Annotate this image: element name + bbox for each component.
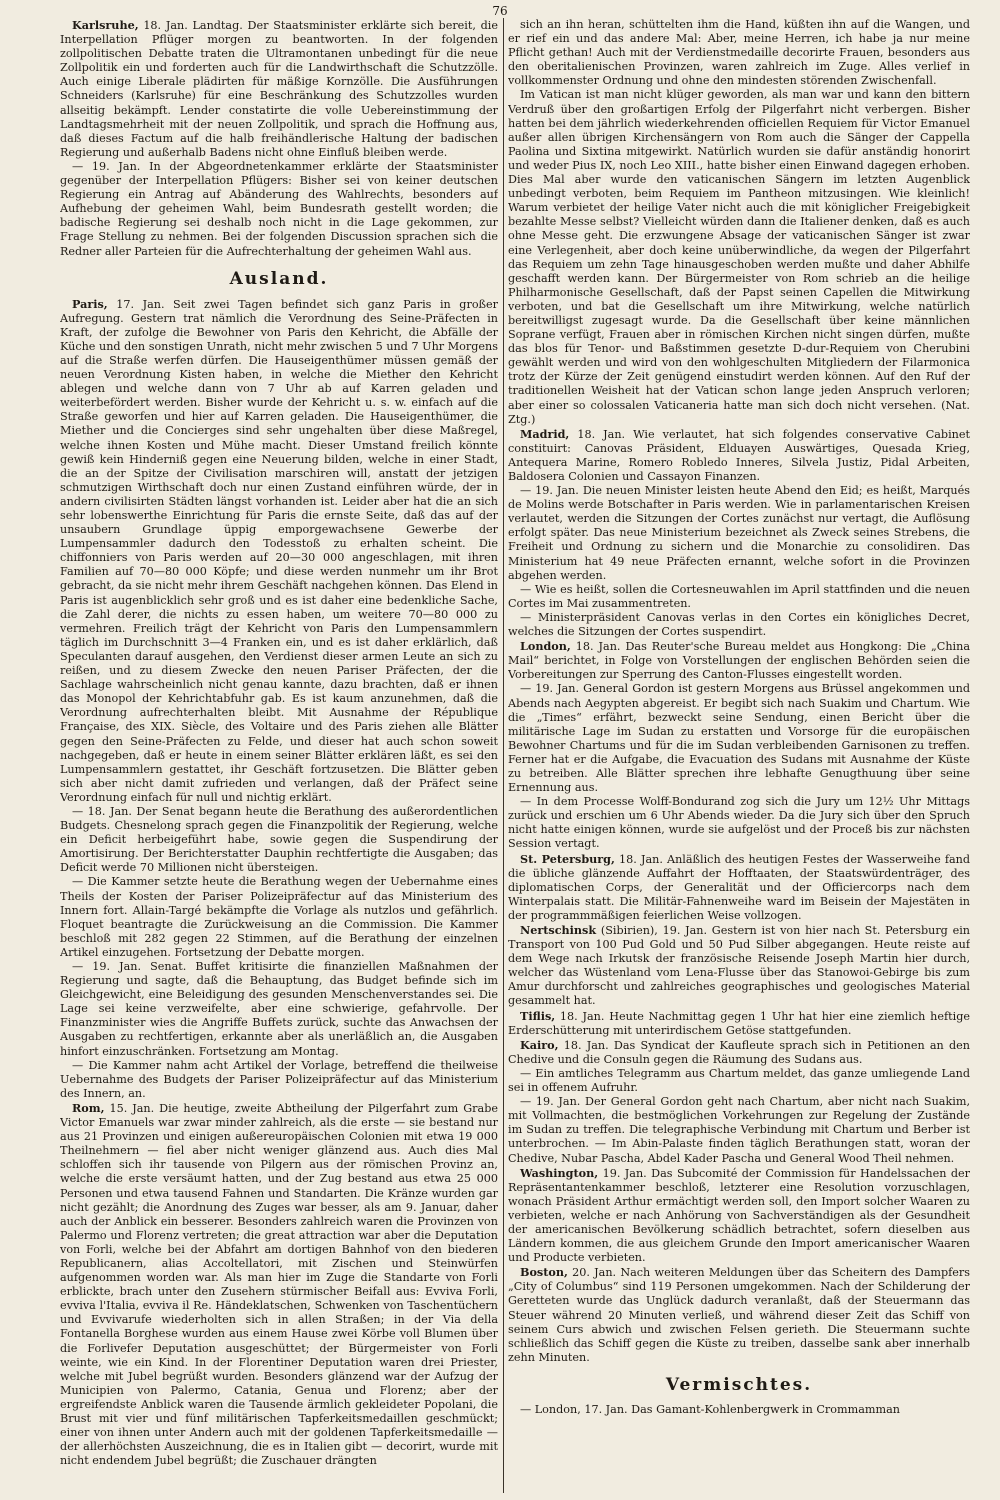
paragraph-text: — In dem Processe Wolff-Bondurand zog sich die Jury um 12½ Uhr Mittags zurück und erschien um 6 Uhr Abends wieder. Da die Jury sich über den Spruch nicht hatte einigen können, wurde sie aufgelöst und der Proceß bis zur nächsten Session vertagt. (508, 795, 970, 851)
paragraph-text: 20. Jan. Nach weiteren Meldungen über das Scheitern des Dampfers „City of Columbus“ sind 119 Personen umgekommen. Nach der Schilderung der Geretteten wurde das Unglück dadurch veranlaßt, daß der Steuermann das Steuer während 20 Minuten verließ, und während dieser Zeit das Schiff von seinem Curs abwich und zwischen Felsen gerieth. Die Steuermann suchte schließlich das Schiff gegen die Küste zu treiben, dasselbe sank aber innerhalb zehn Minuten. (508, 1266, 970, 1364)
article-paragraph (508, 1067, 970, 1095)
dateline-place: Tiflis, (520, 1008, 556, 1023)
paragraph-text: — Ministerpräsident Canovas verlas in den Cortes ein königliches Decret, welches die Sitzungen der Cortes suspendirt. (508, 610, 970, 639)
article-paragraph (508, 682, 970, 795)
dateline-place: Madrid, (520, 426, 570, 441)
article-paragraph (508, 484, 970, 583)
paragraph-text: — Die Kammer setzte heute die Berathung wegen der Uebernahme eines Theils der Kosten der Pariser Polizeipräfectur auf das Ministerium des Innern fort. Allain-Targé bekämpfte die Vorlage als nutzlos und gefährlich. Floquet beantragte die Zurückweisung an die Commission. Die Kammer beschloß mit 282 gegen 22 Stimmen, auf die Berathung der einzelnen Artikel einzugehen. Fortsetzung der Debatte morgen. (60, 875, 498, 959)
article-paragraph (508, 1095, 970, 1165)
paragraph-text: 18. Jan. Heute Nachmittag gegen 1 Uhr hat hier eine ziemlich heftige Erderschütterung mit unterirdischem Getöse stattgefunden. (508, 1009, 970, 1037)
paragraph-text: — 19. Jan. Die neuen Minister leisten heute Abend den Eid; es heißt, Marqués de Molins werde Botschafter in Paris werden. Wie in parlamentarischen Kreisen verlautet, werden die Sitzungen der Cortes zunächst nur vertagt, die Auflösung erfolgt später. Das neue Ministerium bezeichnet als Zweck seines Strebens, die Freiheit und Ordnung zu sichern und die Monarchie zu consolidiren. Das Ministerium hat 49 neue Präfecten ernannt, welche sofort in die Provinzen abgehen werden. (508, 484, 970, 582)
article-paragraph (60, 1059, 498, 1101)
dateline-place: Karlsruhe, (72, 18, 139, 32)
dateline-place: Nertschinsk (520, 923, 597, 937)
paragraph-text: 18. Jan. Landtag. Der Staatsminister erklärte sich bereit, die Interpellation Pflüger morgen zu beantworten. In der folgenden zollpolitischen Debatte traten die Ultramontanen unbedingt für die neue Zollpolitik ein und forderten auch für die Landwirthschaft die Schutzzölle. Auch einige Liberale plädirten für mäßige Kornzölle. Die Ausführungen Schneiders (Karlsruhe) für eine Beschränkung des Schutzzolles wurden allseitig bekämpft. Lender constatirte die volle Uebereinstimmung der Landtagsmehrheit mit der neuen Zollpolitik, und sprach die Hoffnung aus, daß dieses Factum auf die halb freihändlerische Haltung der badischen Regierung und außerhalb Badens nicht ohne Einfluß bleiben werde. (60, 19, 498, 159)
dateline-place: Washington, (520, 1165, 599, 1180)
article-paragraph (508, 1009, 970, 1038)
article-paragraph (60, 805, 498, 875)
article-paragraph (508, 639, 970, 682)
paragraph-text: — Ein amtliches Telegramm aus Chartum meldet, das ganze umliegende Land sei in offenem Aufruhr. (508, 1066, 970, 1095)
article-paragraph (508, 18, 970, 88)
article-paragraph (508, 583, 970, 611)
paragraph-text: 18. Jan. Das Syndicat der Kaufleute sprach sich in Petitionen an den Chedive und die Consuln gegen die Räumung des Sudans aus. (508, 1038, 970, 1066)
paragraph-text: 18. Jan. Anläßlich des heutigen Festes der Wasserweihe fand die übliche glänzende Auffahrt der Hofftaaten, der Staatswürdenträger, des diplomatischen Corps, der Generalität und der Officiercorps nach dem Winterpalais statt. Die Militär-Fahnenweihe ward im Beisein der Majestäten in der programmmäßigen feierlichen Weise vollzogen. (508, 852, 970, 922)
paragraph-text: — Die Kammer nahm acht Artikel der Vorlage, betreffend die theilweise Uebernahme des Budgets der Pariser Polizeipräfectur auf das Ministerium des Innern, an. (60, 1058, 498, 1100)
page-number: 76 (492, 4, 508, 18)
article-paragraph (60, 160, 498, 259)
paragraph-text: 15. Jan. Die heutige, zweite Abtheilung der Pilgerfahrt zum Grabe Victor Emanuels war zwar minder zahlreich, als die erste — sie bestand nur aus 21 Provinzen und einigen außereuropäischen Colonien mit etwa 19 000 Theilnehmern — fiel aber nicht weniger glänzend aus. Auch dies Mal schloffen sich ihr tausende von Pilgern aus der römischen Provinz an, welche die erste versäumt hatten, und der Zug bestand aus etwa 25 000 Personen und etwa tausend Fahnen und Standarten. Die Kränze wurden gar nicht gezählt; die Anordnung des Zuges war besser, als am 9. Januar, daher auch der Anblick ein besserer. Besonders zahlreich waren die Provinzen von Palermo und Florenz vertreten; die great attraction war aber die Deputation von Forli, welche bei der Abfahrt am dortigen Bahnhof von den biederen Republicanern, alias Accoltellatori, mit Zischen und Steinwürfen aufgenommen worden war. Als man hier im Zuge die Standarte von Forli erblickte, brach unter den Zusehern stürmischer Beifall aus: Evviva Forli, evviva l'Italia, evviva il Re. Händeklatschen, Schwenken von Taschentüchern und Evvivarufe wiederholten sich in allen Straßen; in der Via della Fontanella Borghese wurden aus einem Hause zwei Körbe voll Blumen über die Forlivefer Deputation ausgeschüttet; der Bürgermeister von Forli weinte, wie ein Kind. In der Florentiner Deputation waren drei Priester, welche mit Jubel begrüßt wurden. Besonders glänzend war der Aufzug der Municipien von Palermo, Catania, Genua und Florenz; aber der ergreifendste Anblick waren die Tausende ärmlich gekleideter Popolani, die Brust mit vier und fünf militärischen Tapferkeitsmedaillen geschmückt; einer von ihnen unter Andern auch mit der goldenen Tapferkeitsmedaille — der allerhöchsten Auszeichnung, die es in Italien gibt — decorirt, wurde mit nicht endendem Jubel begrüßt; die Zuschauer drängten (60, 1101, 498, 1468)
dateline-place: Boston, (520, 1265, 568, 1280)
paragraph-text: — 19. Jan. Der General Gordon geht nach Chartum, aber nicht nach Suakim, mit Vollmachten, die bestmöglichen Vorkehrungen zur Regelung der Zustände im Sudan zu treffen. Die telegraphische Verbindung mit Chartum und Berber ist unterbrochen. — Im Abin-Palaste finden täglich Berathungen statt, woran der Chedive, Nubar Pascha, Abdel Kader Pascha und General Wood Theil nehmen. (508, 1095, 970, 1165)
article-paragraph (60, 297, 498, 805)
article-paragraph (60, 875, 498, 960)
article-paragraph (508, 1038, 970, 1067)
dateline-place: Paris, (72, 296, 108, 311)
article-paragraph (60, 960, 498, 1059)
section-heading: Vermischtes. (665, 1374, 813, 1395)
paragraph-text: 18. Jan. Wie verlautet, hat sich folgendes conservative Cabinet constituirt: Canovas Präsident, Elduayen Auswärtiges, Quesada Krieg, Antequera Marine, Romero Robledo Inneres, Silvela Justiz, Pidal Arbeiten, Baldosera Colonien und Cassayon Finanzen. (508, 427, 970, 483)
paragraph-text: — 19. Jan. General Gordon ist gestern Morgens aus Brüssel angekommen und Abends nach Aegypten abgereist. Er begibt sich nach Suakim und Chartum. Wie die „Times“ erfährt, bezweckt seine Sendung, einen Bericht über die militärische Lage im Sudan zu erstatten und Vorsorge für die europäischen Bewohner Chartums und für die im Sudan verbleibenden Garnisonen zu treffen. Ferner hat er die Aufgabe, die Evacuation des Sudans mit Ausnahme der Küste zu betreiben. Alle Blätter sprechen ihre lebhafte Genugthuung über seine Ernennung aus. (508, 682, 970, 795)
paragraph-text: (Sibirien), 19. Jan. Gestern ist von hier nach St. Petersburg ein Transport von 100 Pud Gold und 50 Pud Silber abgegangen. Heute reiste auf dem Wege nach Irkutsk der französische Reisende Joseph Martin hier durch, welcher das Wüstenland vom Lena-Flusse über das Stanowoi-Gebirge bis zum Amur durchforscht und zahlreiches geographisches und geologisches Material gesammelt hat. (508, 924, 970, 1008)
dateline-place: St. Petersburg, (520, 851, 615, 866)
paragraph-text: — 18. Jan. Der Senat begann heute die Berathung des außerordentlichen Budgets. Chesnelong sprach gegen die Finanzpolitik der Regierung, welche ein Deficit herbeigeführt habe, sowie gegen die Suspendirung der Amortisirung. Der Berichterstatter Dauphin rechtfertigte die Ausgaben; das Deficit werde 70 Millionen nicht übersteigen. (60, 804, 498, 875)
paragraph-text: — 19. Jan. Senat. Buffet kritisirte die finanziellen Maßnahmen der Regierung und sagte, daß die Behauptung, das Budget befinde sich im Gleichgewicht, eine Beleidigung des gesunden Menschenverstandes sei. Die Lage sei keine verzweifelte, aber eine schwierige, gefahrvolle. Der Finanzminister wies die Angriffe Buffets zurück, suchte das Anwachsen der Ausgaben zu rechtfertigen, erkannte aber als unerläßlich an, die Ausgaben hinfort einzuschränken. Fortsetzung am Montag. (60, 960, 498, 1058)
article-paragraph (508, 795, 970, 851)
left-column (60, 18, 498, 1496)
article-paragraph (508, 1166, 970, 1266)
article-paragraph (508, 1265, 970, 1365)
article-paragraph (508, 611, 970, 639)
article-paragraph (508, 1403, 970, 1417)
article-paragraph (60, 18, 498, 160)
article-paragraph (508, 852, 970, 923)
column-divider (503, 18, 504, 1493)
paragraph-text: 19. Jan. Das Subcomité der Commission für Handelssachen der Repräsentantenkammer beschloß, letzterer eine Resolution vorzuschlagen, wonach Präsident Arthur ermächtigt werden soll, den Import solcher Waaren zu verbieten, welche er nach Anhörung von Sachverständigen als der Gesundheit der americanischen Bevölkerung schädlich betrachtet, sofern dieselben aus Ländern kommen, die aus gleichem Grunde den Import americanischer Waaren und Producte verbieten. (508, 1166, 970, 1265)
article-paragraph (60, 1101, 498, 1468)
paragraph-text: 18. Jan. Das Reuter'sche Bureau meldet aus Hongkong: Die „China Mail“ berichtet, in Folge von Vorstellungen der englischen Behörden seien die Vorbereitungen zur Sperrung des Canton-Flusses eingestellt worden. (508, 640, 970, 682)
paragraph-text: — Wie es heißt, sollen die Cortesneuwahlen im April stattfinden und die neuen Cortes im Mai zusammentreten. (508, 582, 970, 610)
paragraph-text: — 19. Jan. In der Abgeordnetenkammer erklärte der Staatsminister gegenüber der Interpellation Pflügers: Bisher sei von keiner deutschen Regierung ein Antrag auf Abänderung des Wahlrechts, besonders auf Aufhebung der geheimen Wahl, beim Bundesrath gestellt worden; die badische Regierung sei deshalb noch nicht in die Lage gekommen, zur Frage Stellung zu nehmen. Bei der folgenden Discussion sprachen sich die Redner aller Parteien für die Aufrechterhaltung der geheimen Wahl aus. (60, 159, 498, 258)
article-paragraph (508, 427, 970, 484)
article-paragraph (508, 88, 970, 426)
section-heading: Ausland. (229, 268, 329, 289)
right-column (508, 18, 970, 1496)
dateline-place: London, (520, 639, 571, 654)
dateline-place: Rom, (72, 1100, 105, 1115)
dateline-place: Kairo, (520, 1037, 559, 1052)
article-paragraph (508, 923, 970, 1009)
paragraph-text: 17. Jan. Seit zwei Tagen befindet sich ganz Paris in großer Aufregung. Gestern trat nämlich die Verordnung des Seine-Präfecten in Kraft, der zufolge die Bewohner von Paris den Kehricht, die Abfälle der Küche und den sonstigen Unrath, nicht mehr zwischen 5 und 7 Uhr Morgens auf die Straße werfen dürfen. Die Hauseigenthümer müssen gemäß der neuen Verordnung Kisten haben, in welche die Miether den Kehricht ablegen und welche dann von 7 Uhr ab auf Karren geladen und weiterbefördert werden. Bisher wurde der Kehricht u. s. w. einfach auf die Straße geworfen und hier auf Karren geladen. Die Hauseigenthümer, die Miether und die Concierges sind sehr ungehalten über diese Maßregel, welche ihnen Kosten und Mühe macht. Dieser Umstand freilich könnte gewiß kein Hinderniß gegen eine Neuerung bilden, welche in einer Stadt, die an der Spitze der Civilisation marschiren will, anstatt der jetzigen schmutzigen Wirthschaft doch nur einen Zustand einführen würde, der in andern civilisirten Städten längst vorhanden ist. Leider aber hat die an sich sehr lobenswerthe Einrichtung für Paris die ernste Seite, daß das auf der unsaubern Grundlage üppig emporgewachsene Gewerbe der Lumpensammler dadurch den Todesstoß zu erhalten scheint. Die chiffonniers von Paris werden auf 20—30 000 angeschlagen, mit ihren Familien auf 70—80 000 Köpfe; und diese werden nunmehr um ihr Brot gebracht, da sie nicht mehr ihrem Geschäft nachgehen können. Das Elend in Paris ist augenblicklich sehr groß und es ist daher eine bedenkliche Sache, die Zahl derer, die nichts zu essen haben, um weitere 70—80 000 zu vermehren. Freilich trägt der Kehricht von Paris den Lumpensammlern täglich im Durchschnitt 3—4 Franken ein, und es ist daher erklärlich, daß Speculanten darauf ausgehen, den Verdienst dieser armen Leute an sich zu reißen, und zu diesem Zwecke den neuen Pariser Präfecten, der die Sachlage wahrscheinlich nicht genau kannte, dazu brachten, daß er ihnen das Monopol der Kehrichtabfuhr gab. Es ist kaum anzunehmen, daß die Verordnung aufrechterhalten bleibt. Mit Ausnahme der République Française, des XIX. Siècle, des Voltaire und des Paris ziehen alle Blätter gegen den Seine-Präfecten zu Felde, und dieser hat auch schon soweit nachgegeben, daß er heute in einem seiner Blätter erklären läßt, es sei den Lumpensammlern gestattet, ihr Geschäft fortzusetzen. Die Blätter geben sich aber nicht damit zufrieden und verlangen, daß der Präfect seine Verordnung einfach für null und nichtig erklärt. (60, 297, 498, 804)
paragraph-text: sich an ihn heran, schüttelten ihm die Hand, küßten ihn auf die Wangen, und er rief ein und das andere Mal: Aber, meine Herren, ich habe ja nur meine Pflicht gethan! Auch mit der Verdienstmedaille decorirte Frauen, besonders aus den oberitalienischen Provinzen, waren zahlreich im Zuge. Alles verlief in vollkommenster Ordnung und ohne den mindesten störenden Zwischenfall. (508, 18, 970, 88)
paragraph-text: Im Vatican ist man nicht klüger geworden, als man war und kann den bittern Verdruß über den großartigen Erfolg der Pilgerfahrt nicht verbergen. Bisher hatten bei dem jährlich wiederkehrenden officiellen Requiem für Victor Emanuel außer allen übrigen Kirchensängern von Rom auch die Sänger der Cappella Paolina und Sixtina mitgewirkt. Natürlich wurden sie dafür anständig honorirt und weder Pius IX, noch Leo XIII., hatte bisher einen Einwand dagegen erhoben. Dies Mal aber wurde den vaticanischen Sängern im letzten Augenblick unbedingt verboten, beim Requiem im Pantheon mitzusingen. Wie kleinlich! Warum verbietet der heilige Vater nicht auch die mit königlicher Freigebigkeit bezahlte Messe selbst? Vielleicht würden dann die Italiener denken, daß es auch ohne Messe geht. Die erzwungene Absage der vaticanischen Sänger ist zwar eine Verlegenheit, aber doch keine unüberwindliche, da wegen der Pilgerfahrt das Requiem um zehn Tage hinausgeschoben werden mußte und daher Abhilfe geschafft werden kann. Der Bürgermeister von Rom schrieb an die heilige Philharmonische Gesellschaft, daß der Papst seinen Capellen die Mitwirkung verboten, und bat die Gesellschaft um ihre Mitwirkung, welche natürlich bereitwilligst zugesagt wurde. Da die Gesellschaft über keine männlichen Soprane verfügt, Frauen aber in römischen Kirchen nicht singen dürfen, mußte das blos für Tenor- und Baßstimmen gesetzte D-dur-Requiem von Cherubini gewählt werden und wird von den wohlgeschulten Mitgliedern der Filarmonica trotz der Kürze der Zeit genügend einstudirt werden können. Auf den Ruf der traditionellen Weisheit hat der Vatican schon lange jeden Anspruch verloren; aber einer so colossalen Vaticaneria hatte man sich doch nicht versehen. (Nat. Ztg.) (508, 88, 970, 426)
paragraph-text: — London, 17. Jan. Das Gamant-Kohlenbergwerk in Crommamman (520, 1402, 900, 1416)
